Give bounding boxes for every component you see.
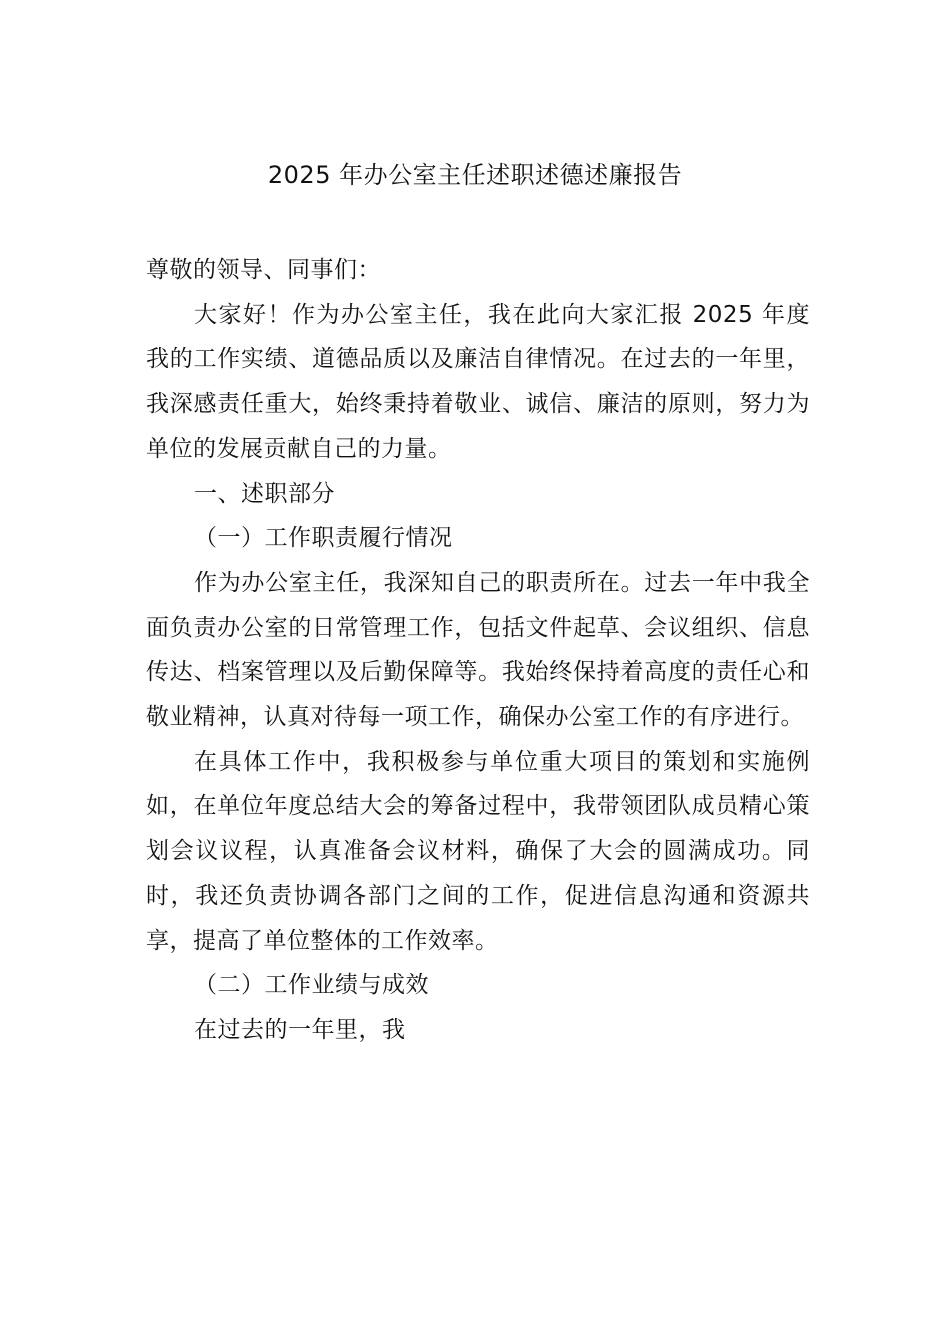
specific-work-paragraph: 在具体工作中，我积极参与单位重大项目的策划和实施例如，在单位年度总结大会的筹备过程中，我带领团队成员精心策划会议议程，认真准备会议材料，确保了大会的圆满成功。同时，我还负责协调各部门之间的工作，促进信息沟通和资源共享，提高了单位整体的工作效率。 bbox=[146, 748, 810, 954]
intro-paragraph: 大家好！作为办公室主任，我在此向大家汇报 2025 年度我的工作实绩、道德品质以及廉洁自律情况。在过去的一年里，我深感责任重大，始终秉持着敬业、诚信、廉洁的原则，努力为单位的发展贡献自己的力量。 bbox=[146, 301, 810, 462]
salutation: 尊敬的领导、同事们： bbox=[146, 257, 381, 283]
document-body bbox=[146, 248, 810, 1053]
section-heading-duty-report: 一、述职部分 bbox=[194, 480, 335, 507]
responsibilities-paragraph: 作为办公室主任，我深知自己的职责所在。过去一年中我全面负责办公室的日常管理工作，包括文件起草、会议组织、信息传达、档案管理以及后勤保障等。我始终保持着高度的责任心和敬业精神，认真对待每一项工作，确保办公室工作的有序进行。 bbox=[146, 569, 810, 731]
subsection-heading-achievements: （二）工作业绩与成效 bbox=[194, 972, 429, 999]
achievements-paragraph: 在过去的一年里，我 bbox=[194, 1016, 406, 1043]
document-title: 2025 年办公室主任述职述德述廉报告 bbox=[267, 161, 683, 189]
subsection-heading-responsibilities: （一）工作职责履行情况 bbox=[194, 525, 453, 552]
